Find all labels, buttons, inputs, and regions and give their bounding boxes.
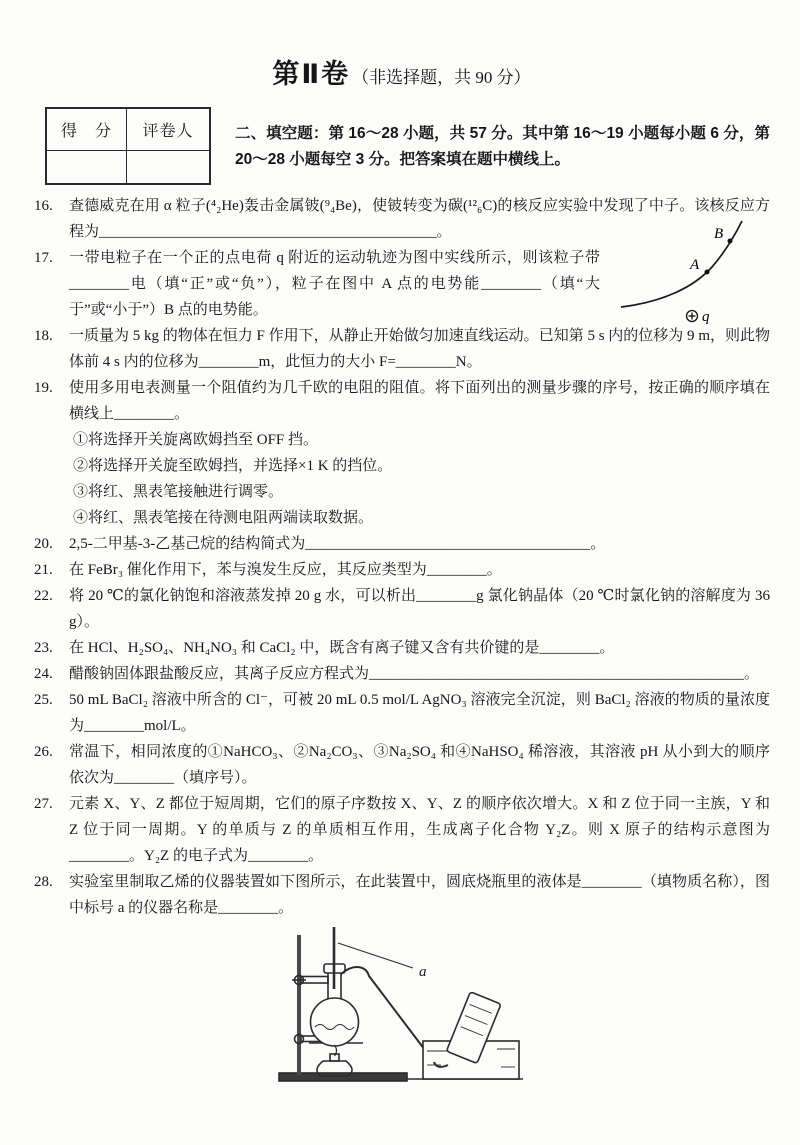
question-text: 使用多用电表测量一个阻值约为几千欧的电阻的阻值。将下面列出的测量步骤的序号，按正确的顺序填在横线上________。 bbox=[69, 380, 770, 422]
question-text: 50 mL BaCl₂ 溶液中所含的 Cl⁻，可被 20 mL 0.5 mol/L AgNO₃ 溶液完全沉淀，则 BaCl₂ 溶液的物质的量浓度为________mol/L。 bbox=[69, 692, 770, 734]
trajectory-diagram bbox=[618, 217, 770, 329]
question-text: 查德威克在用 α 粒子(⁴₂He)轰击金属铍(⁹₄Be)，使铍转变为碳(¹²₆C)的核反应实验中发现了中子。该核反应方程为_____________________________________________。 bbox=[69, 198, 770, 240]
trajectory-curve bbox=[621, 221, 742, 307]
grader-label-cell: 评卷人 bbox=[127, 109, 209, 151]
point-b-dot bbox=[728, 239, 733, 244]
apparatus-diagram bbox=[33, 923, 770, 1100]
q19-step-1: ①将选择开关旋离欧姆挡至 OFF 挡。 bbox=[73, 432, 319, 448]
question-number: 17. bbox=[34, 250, 53, 266]
page-title bbox=[33, 52, 770, 91]
q19-step-3: ③将红、黑表笔接触进行调零。 bbox=[73, 484, 284, 500]
question-text: 2,5-二甲基-3-乙基己烷的结构简式为______________________________________。 bbox=[69, 536, 606, 552]
label-pointer-line bbox=[338, 943, 413, 968]
question-27 bbox=[33, 791, 770, 869]
q19-step-2: ②将选择开关旋至欧姆挡，并选择×1 K 的挡位。 bbox=[73, 458, 393, 474]
question-text: 一带电粒子在一个正的点电荷 q 附近的运动轨迹为图中实线所示，则该粒子带________电（填“正”或“负”），粒子在图中 A 点的电势能________（填“大于”或“小于”）B 点的电势能。 bbox=[69, 250, 600, 318]
question-text: 在 HCl、H₂SO₄、NH₄NO₃ 和 CaCl₂ 中，既含有离子键又含有共价键的是________。 bbox=[69, 640, 615, 656]
charge-label: q bbox=[702, 309, 710, 325]
section-instructions: 二、填空题：第 16～28 小题，共 57 分。其中第 16～19 小题每小题 6 分，第 20～28 小题每空 3 分。把答案填在题中横线上。 bbox=[235, 125, 770, 168]
title-main: 第Ⅱ卷 bbox=[272, 59, 351, 89]
question-text: 在 FeBr₃ 催化作用下，苯与溴发生反应，其反应类型为________。 bbox=[69, 562, 502, 578]
question-28 bbox=[33, 869, 770, 921]
point-a-label: A bbox=[690, 257, 700, 273]
question-number: 28. bbox=[34, 874, 53, 890]
question-text: 将 20 ℃的氯化钠饱和溶液蒸发掉 20 g 水，可以析出________g 氯化钠晶体（20 ℃时氯化钠的溶解度为 36 g）。 bbox=[69, 588, 770, 630]
grader-empty-cell bbox=[127, 151, 209, 183]
question-26 bbox=[33, 739, 770, 791]
point-a-dot bbox=[705, 270, 710, 275]
question-number: 23. bbox=[34, 640, 53, 656]
apparatus-label-a: a bbox=[418, 964, 426, 980]
question-text: 元素 X、Y、Z 都位于短周期，它们的原子序数按 X、Y、Z 的顺序依次增大。X 和 Z 位于同一主族，Y 和 Z 位于同一周期。Y 的单质与 Z 的单质相互作用，生成离子化合物 Y₂Z。则 X 原子的结构示意图为________。Y₂Z 的电子式为________。 bbox=[69, 796, 770, 864]
question-number: 22. bbox=[34, 588, 53, 604]
title-subtitle: （非选择题，共 90 分） bbox=[352, 68, 531, 87]
alcohol-lamp bbox=[316, 1045, 351, 1076]
question-24 bbox=[33, 661, 770, 687]
question-25 bbox=[33, 687, 770, 739]
score-box bbox=[45, 107, 211, 185]
q19-step-4: ④将红、黑表笔接在待测电阻两端读取数据。 bbox=[73, 510, 374, 526]
question-text: 一质量为 5 kg 的物体在恒力 F 作用下，从静止开始做匀加速直线运动。已知第 5 s 内的位移为 9 m，则此物体前 4 s 内的位移为________m，此恒力的大小 F=________N。 bbox=[69, 328, 770, 370]
question-text: 常温下，相同浓度的①NaHCO₃、②Na₂CO₃、③Na₂SO₄ 和④NaHSO₄ 稀溶液，其溶液 pH 从小到大的顺序依次为________（填序号）。 bbox=[69, 744, 770, 786]
question-number: 19. bbox=[34, 380, 53, 396]
round-bottom-flask bbox=[310, 998, 358, 1046]
trajectory-svg bbox=[618, 217, 770, 329]
question-list bbox=[33, 193, 770, 921]
stand-pole bbox=[297, 935, 301, 1075]
question-21 bbox=[33, 557, 770, 583]
question-20 bbox=[33, 531, 770, 557]
question-number: 24. bbox=[34, 666, 53, 682]
question-number: 20. bbox=[34, 536, 53, 552]
question-number: 25. bbox=[34, 692, 53, 708]
question-23 bbox=[33, 635, 770, 661]
point-b-label: B bbox=[714, 226, 724, 242]
question-number: 16. bbox=[34, 198, 53, 214]
question-number: 18. bbox=[34, 328, 53, 344]
score-and-instructions bbox=[45, 107, 770, 185]
question-text: 醋酸钠固体跟盐酸反应，其离子反应方程式为__________________________________________________。 bbox=[69, 666, 760, 682]
apparatus-svg bbox=[271, 923, 533, 1095]
question-number: 26. bbox=[34, 744, 53, 760]
score-empty-cell bbox=[47, 151, 127, 183]
plus-charge-icon bbox=[687, 311, 698, 322]
question-text: 实验室里制取乙烯的仪器装置如下图所示，在此装置中，圆底烧瓶里的液体是________（填物质名称），图中标号 a 的仪器名称是________。 bbox=[69, 874, 770, 916]
question-22 bbox=[33, 583, 770, 635]
question-number: 27. bbox=[34, 796, 53, 812]
score-label-cell: 得 分 bbox=[47, 109, 127, 151]
question-18 bbox=[33, 323, 770, 375]
question-number: 21. bbox=[34, 562, 53, 578]
question-19 bbox=[33, 375, 770, 531]
